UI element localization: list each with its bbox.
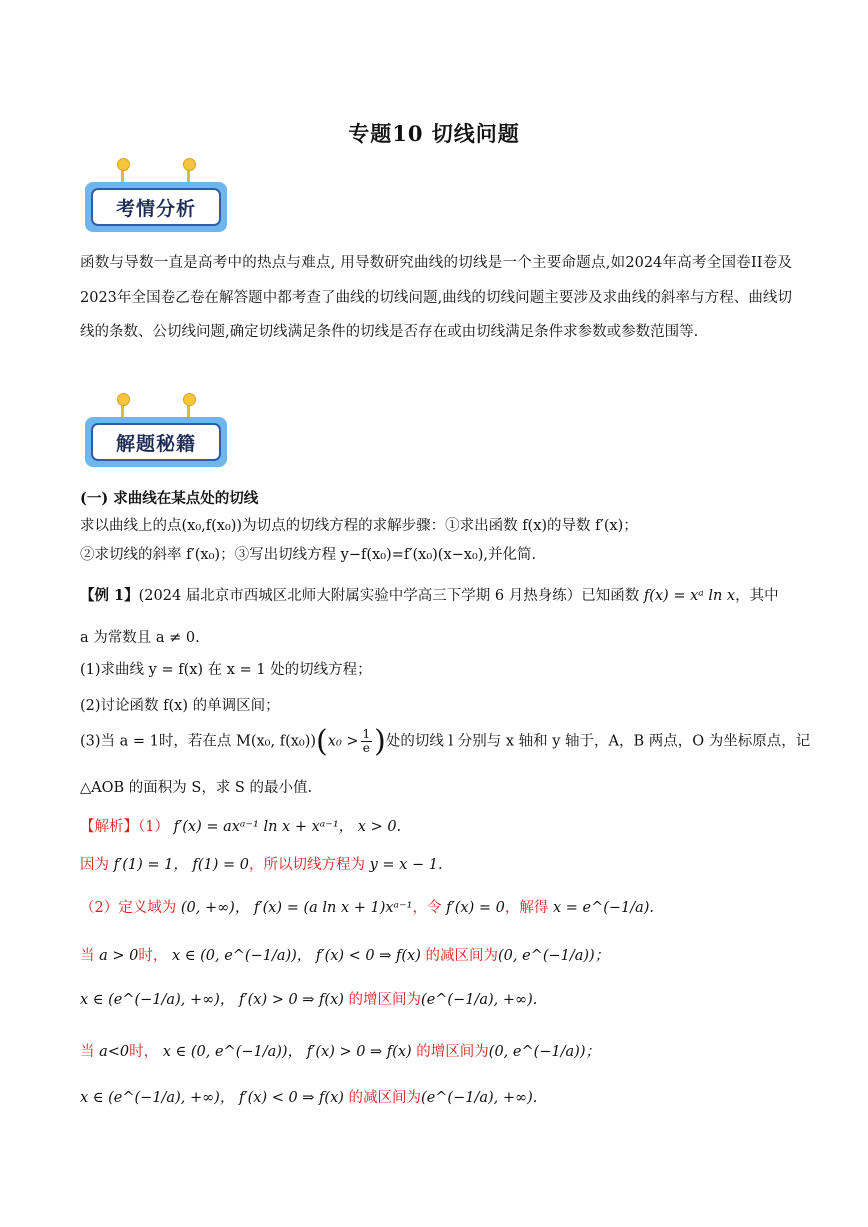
solution-math: f′(x) = axᵃ⁻¹ ln x + xᵃ⁻¹， x > 0. xyxy=(173,819,402,835)
question-1: (1)求曲线 y = f(x) 在 x = 1 处的切线方程； xyxy=(80,662,372,678)
question-3-line2: △AOB 的面积为 S，求 S 的最小值. xyxy=(80,780,313,796)
pin-icon xyxy=(121,399,124,417)
section-badge-secrets xyxy=(85,417,227,467)
solution-line-7: x ∈ (e^(−1/a), +∞)， f′(x) < 0 ⇒ f(x) 的减区间为(e^(−1/a), +∞). xyxy=(80,1090,538,1106)
solution-line-5: x ∈ (e^(−1/a), +∞)， f′(x) > 0 ⇒ f(x) 的增区间为(e^(−1/a), +∞). xyxy=(80,992,538,1008)
section-badge-analysis xyxy=(85,182,227,232)
example-function: f(x) = xᵃ ln x xyxy=(643,588,736,604)
example-source: (2024 届北京市西城区北师大附属实验中学高三下学期 6 月热身练）已知函数 xyxy=(138,588,640,604)
example-line2: a 为常数且 a ≠ 0. xyxy=(80,630,200,646)
solution-line-2: 因为 f′(1) = 1， f(1) = 0，所以切线方程为 y = x − 1. xyxy=(80,857,443,873)
solution-line-6: 当 a<0时， x ∈ (0, e^(−1/a))， f′(x) > 0 ⇒ f(x) 的增区间为(0, e^(−1/a))； xyxy=(80,1044,600,1060)
question-2: (2)讨论函数 f(x) 的单调区间； xyxy=(80,698,280,714)
pin-icon xyxy=(121,164,124,182)
section-heading: (一) 求曲线在某点处的切线 xyxy=(80,490,259,507)
solution-line-3: （2）定义域为 (0, +∞)， f′(x) = (a ln x + 1)xᵃ⁻¹，令 f′(x) = 0，解得 x = e^(−1/a). xyxy=(80,900,655,916)
pin-icon xyxy=(187,399,190,417)
question-3-part-a: (3)当 a = 1时，若在点 M(x₀, f(x₀)) xyxy=(80,733,317,750)
pin-icon xyxy=(187,164,190,182)
example-tail: ，其中 xyxy=(735,588,779,604)
example-label: 【例 1】 xyxy=(80,587,139,604)
question-3: (3)当 a = 1时，若在点 M(x₀, f(x₀))(x₀ > $\frac{1}{e}$ )处的切线 l 分别与 x 轴和 y 轴于，A，B 两点，O 为坐标原点，记 xyxy=(80,724,811,759)
solution-label: 【解析】 xyxy=(80,819,138,835)
page-title: 专题10 切线问题 xyxy=(348,121,520,146)
solution-line-4: 当 a > 0时， x ∈ (0, e^(−1/a))， f′(x) < 0 ⇒ f(x) 的减区间为(0, e^(−1/a))； xyxy=(80,948,610,964)
question-3-condition: x₀ > xyxy=(327,733,359,750)
step-text-2: ②求切线的斜率 f′(x₀)；③写出切线方程 y−f(x₀)=f′(x₀)(x−x₀),并化简. xyxy=(80,547,537,563)
step-text-1: 求以曲线上的点(x₀,f(x₀))为切点的切线方程的求解步骤：①求出函数 f(x)的导数 f′(x)； xyxy=(80,518,638,534)
question-3-part-b: 处的切线 l 分别与 x 轴和 y 轴于，A，B 两点，O 为坐标原点，记 xyxy=(385,733,811,750)
solution-line-1: 【解析】（1） f′(x) = axᵃ⁻¹ ln x + xᵃ⁻¹， x > 0. xyxy=(80,819,402,835)
badge-label: 考情分析 xyxy=(91,188,221,226)
intro-paragraph: 函数与导数一直是高考中的热点与难点, 用导数研究曲线的切线是一个主要命题点,如2024年高考全国卷II卷及2023年全国卷乙卷在解答题中都考查了曲线的切线问题,曲线的切线问题主要涉及求曲线的斜率与方程、曲线切线的条数、公切线问题,确定切线满足条件的切线是否存在或由切线满足条件求参数或参数范围等. xyxy=(80,255,792,340)
fraction: $\frac{1}{e}$ xyxy=(362,727,371,755)
badge-label: 解题秘籍 xyxy=(91,423,221,461)
example-header xyxy=(80,584,779,605)
